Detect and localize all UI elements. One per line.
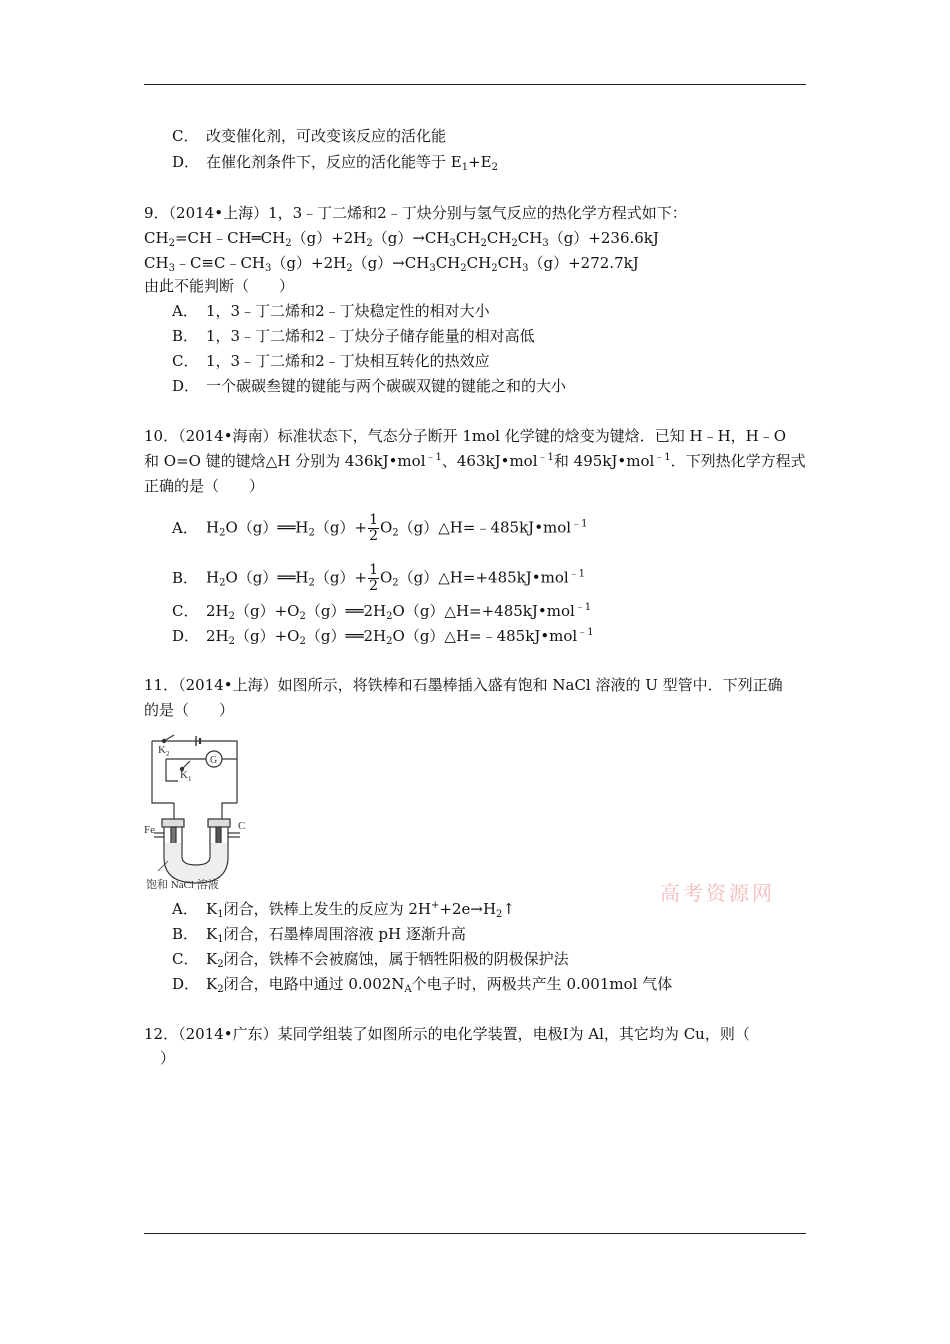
header-rule: [144, 84, 806, 85]
q9-option-c: C． 1，3﹣丁二烯和2﹣丁炔相互转化的热效应: [172, 352, 490, 370]
figure-caption: 饱和 NaCl 溶液: [146, 879, 219, 891]
q9-option-d: D． 一个碳碳叁键的键能与两个碳碳双键的键能之和的大小: [172, 377, 567, 395]
q12-stem-line-1: 12．（2014•广东）某同学组装了如图所示的电化学装置，电极Ⅰ为 Al，其它均为 Cu，则（: [144, 1025, 750, 1043]
q12-stem-line-2: ）: [160, 1049, 176, 1067]
watermark-logo: [660, 878, 804, 908]
q11-option-d: D． $K_2$闭合，电路中通过 $0.002N_A$个电子时，两极共产生 0.001mol 气体: [172, 975, 673, 995]
k2-label: $K_2$: [158, 744, 170, 758]
q9-option-b: B． 1，3﹣丁二烯和2﹣丁炔分子储存能量的相对高低: [172, 327, 535, 345]
c-electrode-label: C: [238, 820, 246, 832]
q10-option-d: D． $2H_2(g)+O_2(g)══2H_2O(g)\triangle H=﹣485kJ•mol^{﹣1}$: [172, 627, 594, 647]
q11-stem-line-2: 的是（ ）: [144, 701, 235, 719]
q10-option-b: B． $H_2O(g)══H_2(g)+$ $\frac{1}{2}$ $O_2(g)\triangle H=+485kJ•mol^{﹣1}$: [172, 562, 586, 594]
galvanometer-label: G: [210, 755, 218, 766]
q9-stem: 9．（2014•上海）1，3﹣丁二烯和2﹣丁炔分别与氢气反应的热化学方程式如下：: [144, 204, 687, 222]
q10-stem-line-3: 正确的是（ ）: [144, 477, 265, 495]
k1-label: $K_1$: [180, 769, 192, 783]
q8-option-d: D． 在催化剂条件下，反应的活化能等于 $E_1+E_2$: [172, 153, 499, 173]
q11-stem-line-1: 11．（2014•上海）如图所示，将铁棒和石墨棒插入盛有饱和 NaCl 溶液的 U 型管中．下列正确: [144, 676, 783, 694]
fraction-one-half: $\frac{1}{2}$: [369, 512, 378, 544]
q9-equation-1: $CH_2=CH﹣CH═CH_2(g)+2H_2(g)\to CH_3CH_2CH_2CH_3(g)+236.6kJ$: [144, 229, 659, 249]
footer-rule: [144, 1233, 806, 1234]
u-tube-apparatus-figure: [144, 733, 254, 891]
q11-option-b: B． $K_1$闭合，石墨棒周围溶液 pH 逐渐升高: [172, 925, 466, 945]
fraction-one-half: $\frac{1}{2}$: [369, 562, 378, 594]
q9-question: 由此不能判断（ ）: [144, 277, 295, 295]
q9-option-a: A． 1，3﹣丁二烯和2﹣丁炔稳定性的相对大小: [172, 302, 490, 320]
svg-text:高考资源网: 高考资源网: [660, 881, 775, 905]
fe-electrode-label: Fe: [144, 824, 155, 836]
q10-option-c: C． $2H_2(g)+O_2(g)══2H_2O(g)\triangle H=+485kJ•mol^{﹣1}$: [172, 602, 592, 622]
q10-stem-line-2: 和 O=O 键的键焓△H 分别为 436kJ•mol$^{﹣1}$、463kJ•mol$^{﹣1}$和 495kJ•mol$^{﹣1}$．下列热化学方程式: [144, 452, 806, 470]
q11-option-c: C． $K_2$闭合，铁棒不会被腐蚀，属于牺牲阳极的阴极保护法: [172, 950, 569, 970]
q10-option-a: A． $H_2O(g)══H_2(g)+$ $\frac{1}{2}$ $O_2(g)\triangle H=﹣485kJ•mol^{﹣1}$: [172, 512, 588, 544]
q10-stem-line-1: 10．（2014•海南）标准状态下，气态分子断开 1mol 化学键的焓变为键焓．已知 H﹣H，H﹣O: [144, 427, 787, 445]
q11-option-a: A． $K_1$闭合，铁棒上发生的反应为 $2H^++2e\to H_2↑$: [172, 900, 515, 920]
q9-equation-2: $CH_3﹣C\equiv C﹣CH_3(g)+2H_2(g)\to CH_3CH_2CH_2CH_3(g)+272.7kJ$: [144, 254, 639, 274]
q8-option-c: C． 改变催化剂，可改变该反应的活化能: [172, 127, 447, 145]
